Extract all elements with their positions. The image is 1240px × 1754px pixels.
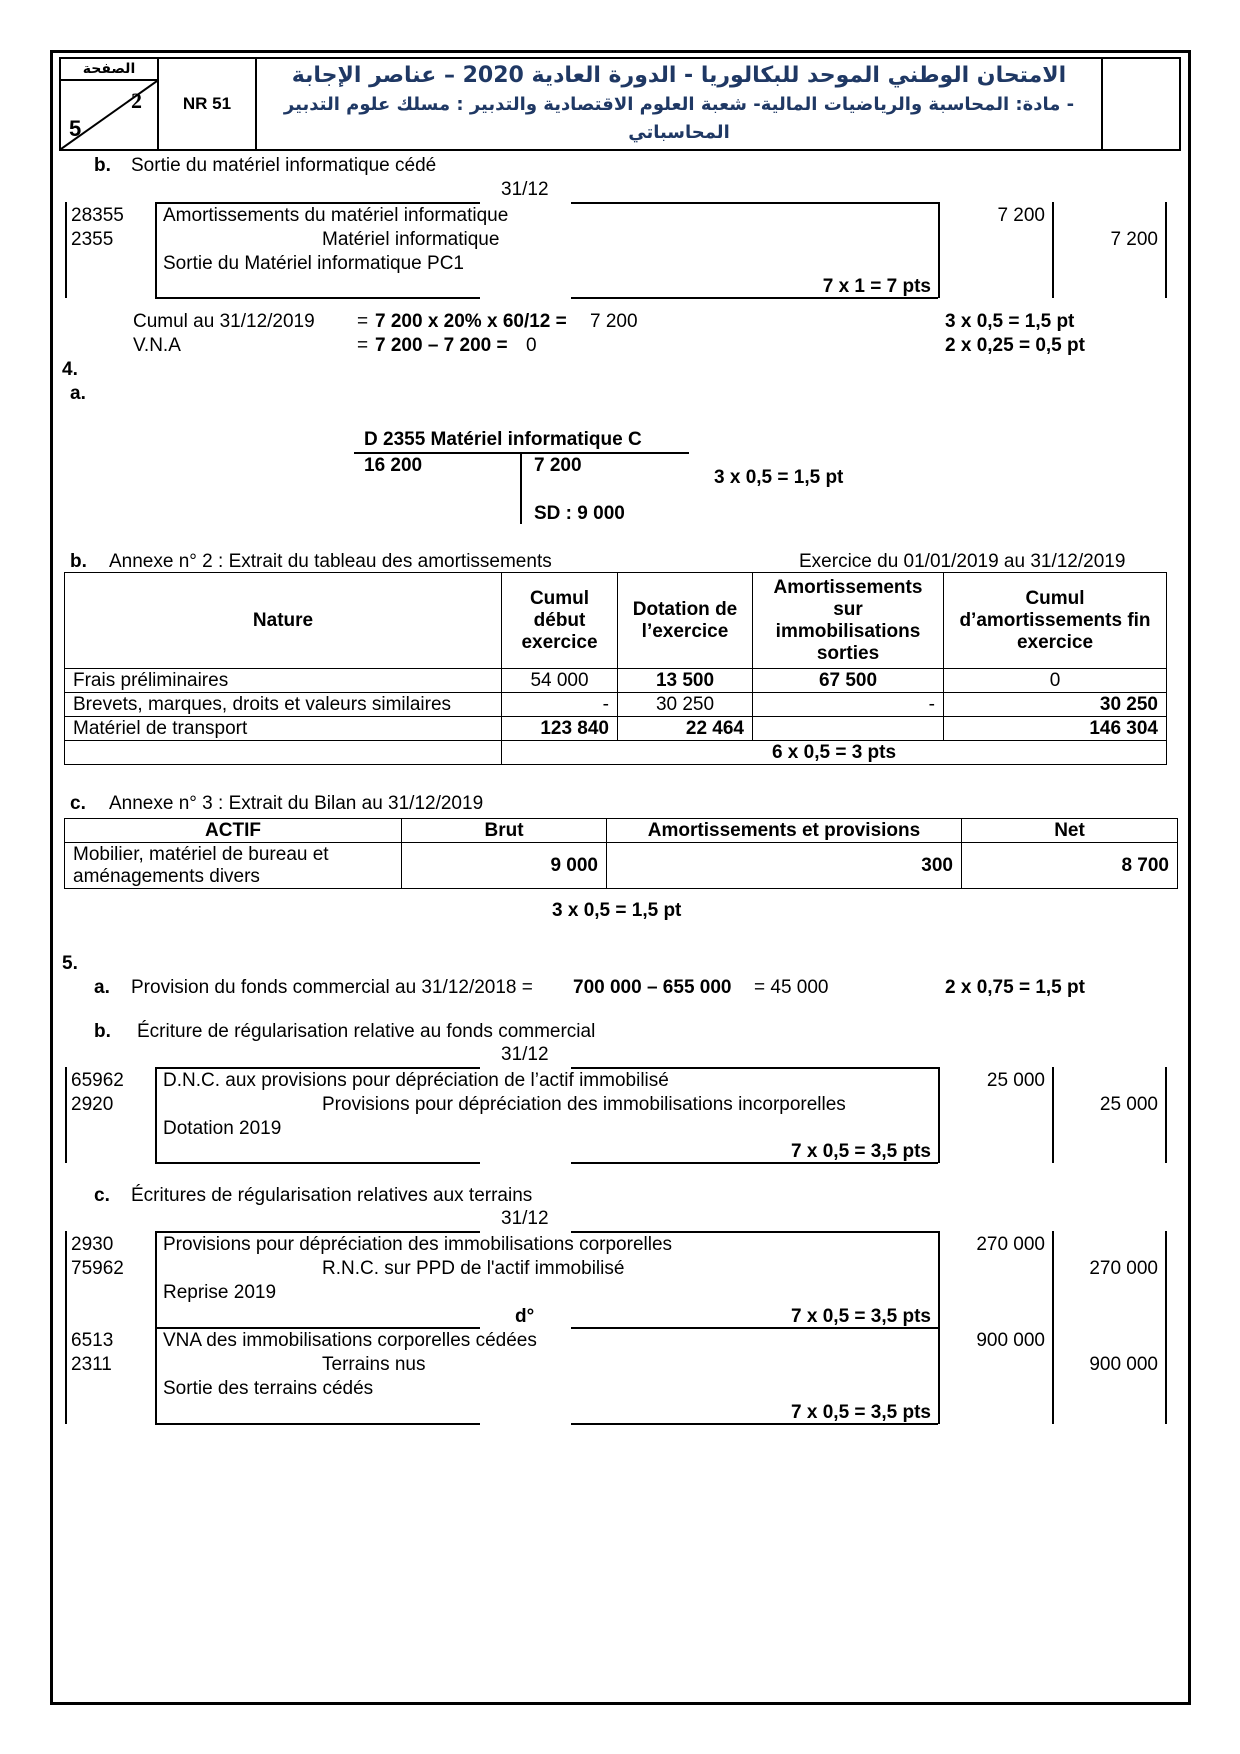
journal3-note-2: Sortie des terrains cédés (163, 1378, 374, 1399)
exam-subtitle: - مادة: المحاسبة والرياضيات المالية- شعبة العلوم الاقتصادية والتدبير : مسلك علوم التدبير المحاسباتي (283, 94, 1075, 143)
journal1-note: Sortie du Matériel informatique PC1 (163, 253, 464, 274)
balance-sheet-points: 3 x 0,5 = 1,5 pt (552, 900, 682, 921)
journal3-label-3: VNA des immobilisations corporelles cédées (163, 1330, 537, 1351)
vna-result: 0 (526, 335, 537, 356)
journal1-right-border (1165, 202, 1167, 298)
journal1-top-line-left (155, 202, 480, 204)
cumul-expr: 7 200 x 20% x 60/12 = (375, 311, 567, 332)
section5c-date: 31/12 (501, 1208, 549, 1229)
row1-dotation: 13 500 (618, 669, 753, 693)
row2-amort-sorties: - (753, 693, 944, 717)
row1-nature: Frais préliminaires (65, 669, 502, 693)
journal1-bottom-line-left (155, 297, 480, 299)
journal3-debit-1: 270 000 (976, 1234, 1045, 1255)
section3b-title: Sortie du matériel informatique cédé (131, 155, 437, 176)
journal3-right-border (1165, 1231, 1167, 1424)
page-number: 5 (69, 116, 82, 141)
journal2-bottom-line-left (155, 1162, 480, 1164)
col-net: Net (962, 819, 1178, 843)
journal2-right-border (1165, 1067, 1167, 1163)
journal2-note: Dotation 2019 (163, 1118, 282, 1139)
journal3-label-4: Terrains nus (322, 1354, 426, 1375)
table-row (65, 693, 1167, 717)
row3-cumul-debut: 123 840 (502, 717, 618, 741)
cumul-label: Cumul au 31/12/2019 (133, 311, 315, 332)
col-cumul-fin: Cumul d’amortissements fin exercice (944, 573, 1167, 669)
vna-expr: 7 200 – 7 200 = (375, 335, 508, 356)
row1-amort-sorties: 67 500 (753, 669, 944, 693)
journal3-label-1: Provisions pour dépréciation des immobilisations corporelles (163, 1234, 673, 1255)
table-row (65, 717, 1167, 741)
cumul-points: 3 x 0,5 = 1,5 pt (945, 311, 1075, 332)
journal1-account-2: 2355 (71, 229, 114, 250)
col-cumul-debut: Cumul début exercice (502, 573, 618, 669)
journal3-account-3: 6513 (71, 1330, 114, 1351)
section5c-letter: c. (94, 1185, 110, 1206)
section4b-letter: b. (70, 551, 87, 572)
annexe2-title: Annexe n° 2 : Extrait du tableau des amortissements (109, 551, 552, 572)
journal2-top-line-right (571, 1067, 938, 1069)
vna-label: V.N.A (133, 335, 181, 356)
row3-nature: Matériel de transport (65, 717, 502, 741)
cumul-eq: = (357, 311, 369, 332)
table-row (65, 843, 1178, 889)
col-amort-prov: Amortissements et provisions (607, 819, 962, 843)
provision-text: Provision du fonds commercial au 31/12/2018 = (131, 977, 533, 998)
page-label: الصفحة (61, 59, 157, 81)
journal3-left-border (65, 1231, 67, 1424)
journal3-account-2: 75962 (71, 1258, 124, 1279)
amortization-points: 6 x 0,5 = 3 pts (502, 741, 1167, 765)
journal2-account-1: 65962 (71, 1070, 124, 1091)
journal3-top-line-left (155, 1231, 480, 1233)
section5b-date: 31/12 (501, 1044, 549, 1065)
journal2-debit-border (938, 1067, 940, 1163)
row3-cumul-fin: 146 304 (944, 717, 1167, 741)
table-row (65, 669, 1167, 693)
journal2-top-line-left (155, 1067, 480, 1069)
row2-nature: Brevets, marques, droits et valeurs similaires (65, 693, 502, 717)
section5b-title: Écriture de régularisation relative au fonds commercial (137, 1021, 596, 1042)
journal2-credit-border (1052, 1067, 1054, 1163)
col-dotation: Dotation de l’exercice (618, 573, 753, 669)
actif-brut: 9 000 (402, 843, 607, 889)
section4c-letter: c. (70, 793, 86, 814)
journal3-ditto: d° (515, 1306, 535, 1327)
row2-dotation: 30 250 (618, 693, 753, 717)
annexe2-period: Exercice du 01/01/2019 au 31/12/2019 (799, 551, 1126, 572)
actif-amort: 300 (607, 843, 962, 889)
t-account-balance: SD : 9 000 (534, 503, 625, 524)
journal2-label-1: D.N.C. aux provisions pour dépréciation de l’actif immobilisé (163, 1070, 669, 1091)
section5b-letter: b. (94, 1021, 111, 1042)
journal1-label-2: Matériel informatique (322, 229, 500, 250)
balance-sheet-table (64, 818, 1178, 889)
section3b-date: 31/12 (501, 179, 549, 200)
actif-net: 8 700 (962, 843, 1178, 889)
section5a-letter: a. (94, 977, 110, 998)
header-table (59, 57, 1181, 151)
journal2-debit-1: 25 000 (986, 1070, 1045, 1091)
col-brut: Brut (402, 819, 607, 843)
t-account-points: 3 x 0,5 = 1,5 pt (714, 467, 844, 488)
vna-points: 2 x 0,25 = 0,5 pt (945, 335, 1085, 356)
journal1-top-line-right (571, 202, 938, 204)
journal3-account-4: 2311 (71, 1354, 112, 1375)
journal1-debit-1: 7 200 (997, 205, 1045, 226)
journal3-top-line-right (571, 1231, 938, 1233)
journal1-points: 7 x 1 = 7 pts (822, 276, 931, 297)
journal3-credit-4: 900 000 (1089, 1354, 1158, 1375)
points-row-empty (65, 741, 502, 765)
header-title-cell (256, 58, 1102, 150)
annexe3-title: Annexe n° 3 : Extrait du Bilan au 31/12/2019 (109, 793, 484, 814)
section4-number: 4. (62, 359, 78, 380)
provision-result: = 45 000 (754, 977, 829, 998)
journal3-credit-2: 270 000 (1089, 1258, 1158, 1279)
journal2-bottom-line-right (571, 1162, 938, 1164)
provision-expr: 700 000 – 655 000 (573, 977, 732, 998)
row2-cumul-fin: 30 250 (944, 693, 1167, 717)
journal1-credit-2: 7 200 (1110, 229, 1158, 250)
provision-points: 2 x 0,75 = 1,5 pt (945, 977, 1085, 998)
amortization-table (64, 572, 1167, 765)
journal1-account-1: 28355 (71, 205, 124, 226)
journal3-bottom-line-left (155, 1423, 480, 1425)
journal3-credit-border (1052, 1231, 1054, 1424)
row3-dotation: 22 464 (618, 717, 753, 741)
exam-title: الامتحان الوطني الموحد للبكالوريا - الدورة العادية 2020 – عناصر الإجابة (291, 63, 1067, 88)
journal3-mid-line-right (571, 1327, 938, 1329)
journal3-account-1: 2930 (71, 1234, 114, 1255)
col-nature: Nature (65, 573, 502, 669)
section3b-letter: b. (94, 155, 111, 176)
page-total: 2 (131, 88, 142, 113)
journal2-account-2: 2920 (71, 1094, 114, 1115)
journal3-label-2: R.N.C. sur PPD de l'actif immobilisé (322, 1258, 625, 1279)
cumul-result: 7 200 (590, 311, 638, 332)
col-actif: ACTIF (65, 819, 402, 843)
journal1-label-border (155, 202, 157, 298)
header-empty-cell (1102, 58, 1180, 150)
journal2-credit-2: 25 000 (1099, 1094, 1158, 1115)
exam-code: NR 51 (158, 58, 256, 150)
journal3-note-1: Reprise 2019 (163, 1282, 277, 1303)
col-amort-sorties: Amortissements sur immobilisations sorties (753, 573, 944, 669)
vna-eq: = (357, 335, 369, 356)
journal3-debit-border (938, 1231, 940, 1424)
journal2-label-border (155, 1067, 157, 1163)
t-account-credit: 7 200 (534, 455, 582, 476)
journal2-points: 7 x 0,5 = 3,5 pts (791, 1141, 931, 1162)
journal3-mid-line-left (155, 1327, 480, 1329)
row3-amort-sorties (753, 717, 944, 741)
journal3-debit-3: 900 000 (976, 1330, 1045, 1351)
t-account-vline (520, 452, 522, 524)
actif-label: Mobilier, matériel de bureau et aménagements divers (65, 843, 402, 889)
section5c-title: Écritures de régularisation relatives aux terrains (131, 1185, 533, 1206)
journal3-points-1: 7 x 0,5 = 3,5 pts (791, 1306, 931, 1327)
t-account-debit: 16 200 (364, 455, 423, 476)
journal1-credit-border (1052, 202, 1054, 298)
row2-cumul-debut: - (502, 693, 618, 717)
journal1-label-1: Amortissements du matériel informatique (163, 205, 509, 226)
journal3-points-2: 7 x 0,5 = 3,5 pts (791, 1402, 931, 1423)
journal2-left-border (65, 1067, 67, 1163)
journal1-left-border (65, 202, 67, 298)
journal1-debit-border (938, 202, 940, 298)
row1-cumul-fin: 0 (944, 669, 1167, 693)
row1-cumul-debut: 54 000 (502, 669, 618, 693)
t-account-title: D 2355 Matériel informatique C (364, 429, 642, 450)
journal3-bottom-line-right (571, 1423, 938, 1425)
section5-number: 5. (62, 953, 78, 974)
section4a-letter: a. (70, 383, 86, 404)
journal1-bottom-line-right (571, 297, 938, 299)
journal2-label-2: Provisions pour dépréciation des immobilisations incorporelles (322, 1094, 846, 1115)
page-number-cell (60, 58, 158, 150)
